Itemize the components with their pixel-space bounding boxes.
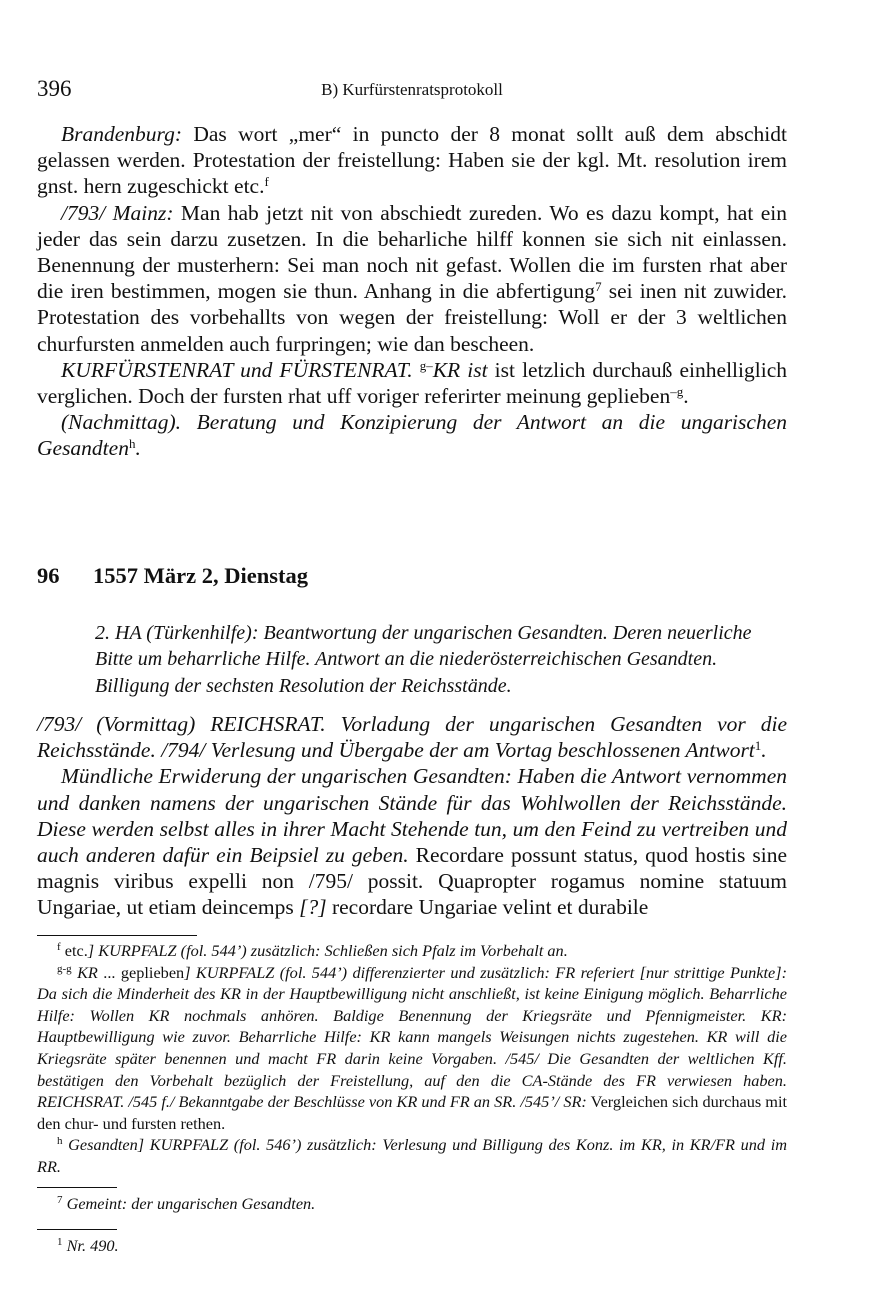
running-head — [37, 76, 787, 106]
footnote-text: Gemeint: der ungarischen Gesandten. — [62, 1194, 316, 1213]
paragraph-brandenburg — [37, 121, 787, 200]
footnotes-textcritical — [37, 940, 787, 1178]
running-title: B) Kurfürstenratsprotokoll — [321, 80, 503, 99]
paragraph-text: Recordare possunt status, quod hostis sine magnis viribus expelli non /795/ possit. Quapropter rogamus nomine statuum Ungariae, ut etiam deincemps — [37, 843, 787, 920]
uncertain-reading-mark: [?] — [299, 895, 327, 920]
footnote-mark: f — [57, 940, 61, 953]
footnote-text: Gesandten] KURPFALZ (fol. 546’) zusätzlich: Verlesung und Billigung des Konz. im KR, in KR/FR und im RR. — [37, 1135, 787, 1176]
paragraph-text: (Nachmittag). Beratung und Konzipierung der Antwort an die ungarischen Gesandten — [37, 410, 787, 461]
footnote-ref-f[interactable]: f — [264, 174, 269, 190]
footnote-ref-g-open[interactable]: g– — [419, 357, 433, 373]
paragraph-erwiderung — [37, 763, 787, 920]
paragraph-text: Das wort „mer“ in puncto der 8 monat sollt auß dem abschidt gelassen werden. Protestation der freistellung: Haben sie der kgl. Mt. resolution irem gnst. hern zugeschickt etc. — [37, 122, 787, 199]
footnote-separator — [37, 1187, 117, 1188]
council-heading: KURFÜRSTENRAT und FÜRSTENRAT. — [61, 357, 413, 382]
footnote-h — [37, 1134, 787, 1177]
footnote-lemma: ... geplieben — [97, 962, 185, 982]
paragraph-text: sei inen nit zuwider. Protestation des vorbehallts von wegen der freistellung: Woll er der 3 weltlichen churfursten anmelden auch furpringen; wie dan bescheen. — [37, 279, 788, 356]
paragraph-text: recordare Ungariae velint et durabile — [326, 895, 649, 920]
paragraph-nachmittag — [37, 409, 787, 461]
document-number: 96 — [37, 563, 60, 588]
footnote-ref-g-close[interactable]: –g — [670, 383, 684, 399]
italic-summary: Mündliche Erwiderung der ungarischen Gesandten: Haben die Antwort vernommen und danken namens der ungarischen Stände für das Wohlwollen der Reichsstände. Diese werden selbst alles in ihrer Macht Stehende tun, um den Feind zu vertreiben und auch anderen dafür ein Beipsiel zu geben. — [37, 764, 787, 868]
document-date: 1557 März 2, Dienstag — [93, 563, 308, 588]
footnote-mark: g-g — [57, 962, 72, 975]
punctuation: . — [135, 436, 141, 461]
page-number: 396 — [37, 76, 72, 101]
protocol-text-section-2 — [37, 711, 787, 921]
footnote-ref-1[interactable]: 1 — [754, 738, 762, 754]
paragraph-kr-fr — [37, 357, 787, 409]
document-heading — [37, 563, 308, 589]
footnote-lemma: etc. — [60, 941, 88, 960]
footnote-1 — [37, 1235, 787, 1257]
protocol-text-section-1 — [37, 121, 787, 462]
document-summary — [95, 620, 761, 699]
punctuation: . — [683, 384, 689, 409]
footnote-separator — [37, 935, 197, 936]
paragraph-text: Man hab jetzt nit von abschiedt zureden. Wo es dazu kompt, hat ein jeder das sein darzu zusetzen. In die beharliche hilff konnen sie sich nit einlassen. Benennung der musterhern: Sei man noch nit gefast. Wollen die im fursten rhat aber die iren bestimmen, mogen sie thun. Anhang in die abfertigung — [37, 200, 787, 304]
footnote-mark: 1 — [57, 1235, 63, 1248]
footnote-ref-7[interactable]: 7 — [595, 279, 602, 295]
footnote-g — [37, 962, 787, 1135]
footnote-f — [37, 940, 787, 962]
paragraph-mainz — [37, 200, 787, 357]
paragraph-text: /793/ (Vormittag) REICHSRAT. Vorladung der ungarischen Gesandten vor die Reichsstände. /794/ Verlesung und Übergabe der am Vortag beschlossenen Antwort — [37, 712, 787, 763]
footnote-ref-h[interactable]: h — [128, 436, 136, 452]
footnotes-commentary — [37, 1193, 787, 1215]
folio-marker: /793/ — [61, 200, 106, 225]
footnote-7 — [37, 1193, 787, 1215]
footnote-text: Nr. 490. — [62, 1236, 119, 1255]
footnote-text: ] KURPFALZ (fol. 544’) zusätzlich: Schließen sich Pfalz im Vorbehalt an. — [87, 941, 568, 960]
speaker-label: Mainz: — [105, 200, 174, 225]
italic-lemma: KR ist — [432, 357, 488, 382]
footnote-lemma: KR — [71, 962, 98, 982]
footnote-mark: 7 — [57, 1193, 63, 1206]
punctuation: . — [761, 738, 767, 763]
paragraph-text: ist letzlich durchauß einhelliglich verglichen. Doch der fursten rhat uff voriger referirter meinung geplieben — [37, 357, 787, 409]
footnote-text: ] KURPFALZ (fol. 544’) differenzierter und zusätzlich: FR referiert [nur strittige Punkte]: Da sich die Minderheit des KR in der Hauptbewilligung nicht anschließt, ist keine Einigung möglich. Beharrliche Hilfe: Wollen KR nochmals anhören. Baldige Benennung der Kriegsräte und Pfennigmeister. KR: Hauptbewilligung wie zuvor. Beharrliche Hilfe: KR kann mangels Weisungen nichts zugestehen. KR will die Kriegsräte später benennen und macht FR darin keine Vorgaben. /545/ Die Gesandten der weltlichen Kff. bestätigen den Vorbehalt bezüglich der Freistellung, auf den die CA-Stände des FR verwiesen haben. REICHSRAT. /545 f./ Bekanntgabe der Beschlüsse von KR und FR an SR. /545’/ SR: — [37, 962, 787, 1112]
paragraph-reichsrat — [37, 711, 787, 763]
summary-text: 2. HA (Türkenhilfe): Beantwortung der ungarischen Gesandten. Deren neuerliche Bitte um beharrliche Hilfe. Antwort an die niederösterreichischen Gesandten. Billigung der sechsten Resolution der Reichsstände. — [95, 622, 752, 697]
footnote-quote: Vergleichen sich durchaus mit den chur- und fursten rethen. — [37, 1092, 787, 1133]
speaker-label: Brandenburg: — [61, 122, 183, 146]
footnote-mark: h — [57, 1135, 63, 1148]
footnote-separator — [37, 1229, 117, 1230]
footnotes-references — [37, 1235, 787, 1257]
